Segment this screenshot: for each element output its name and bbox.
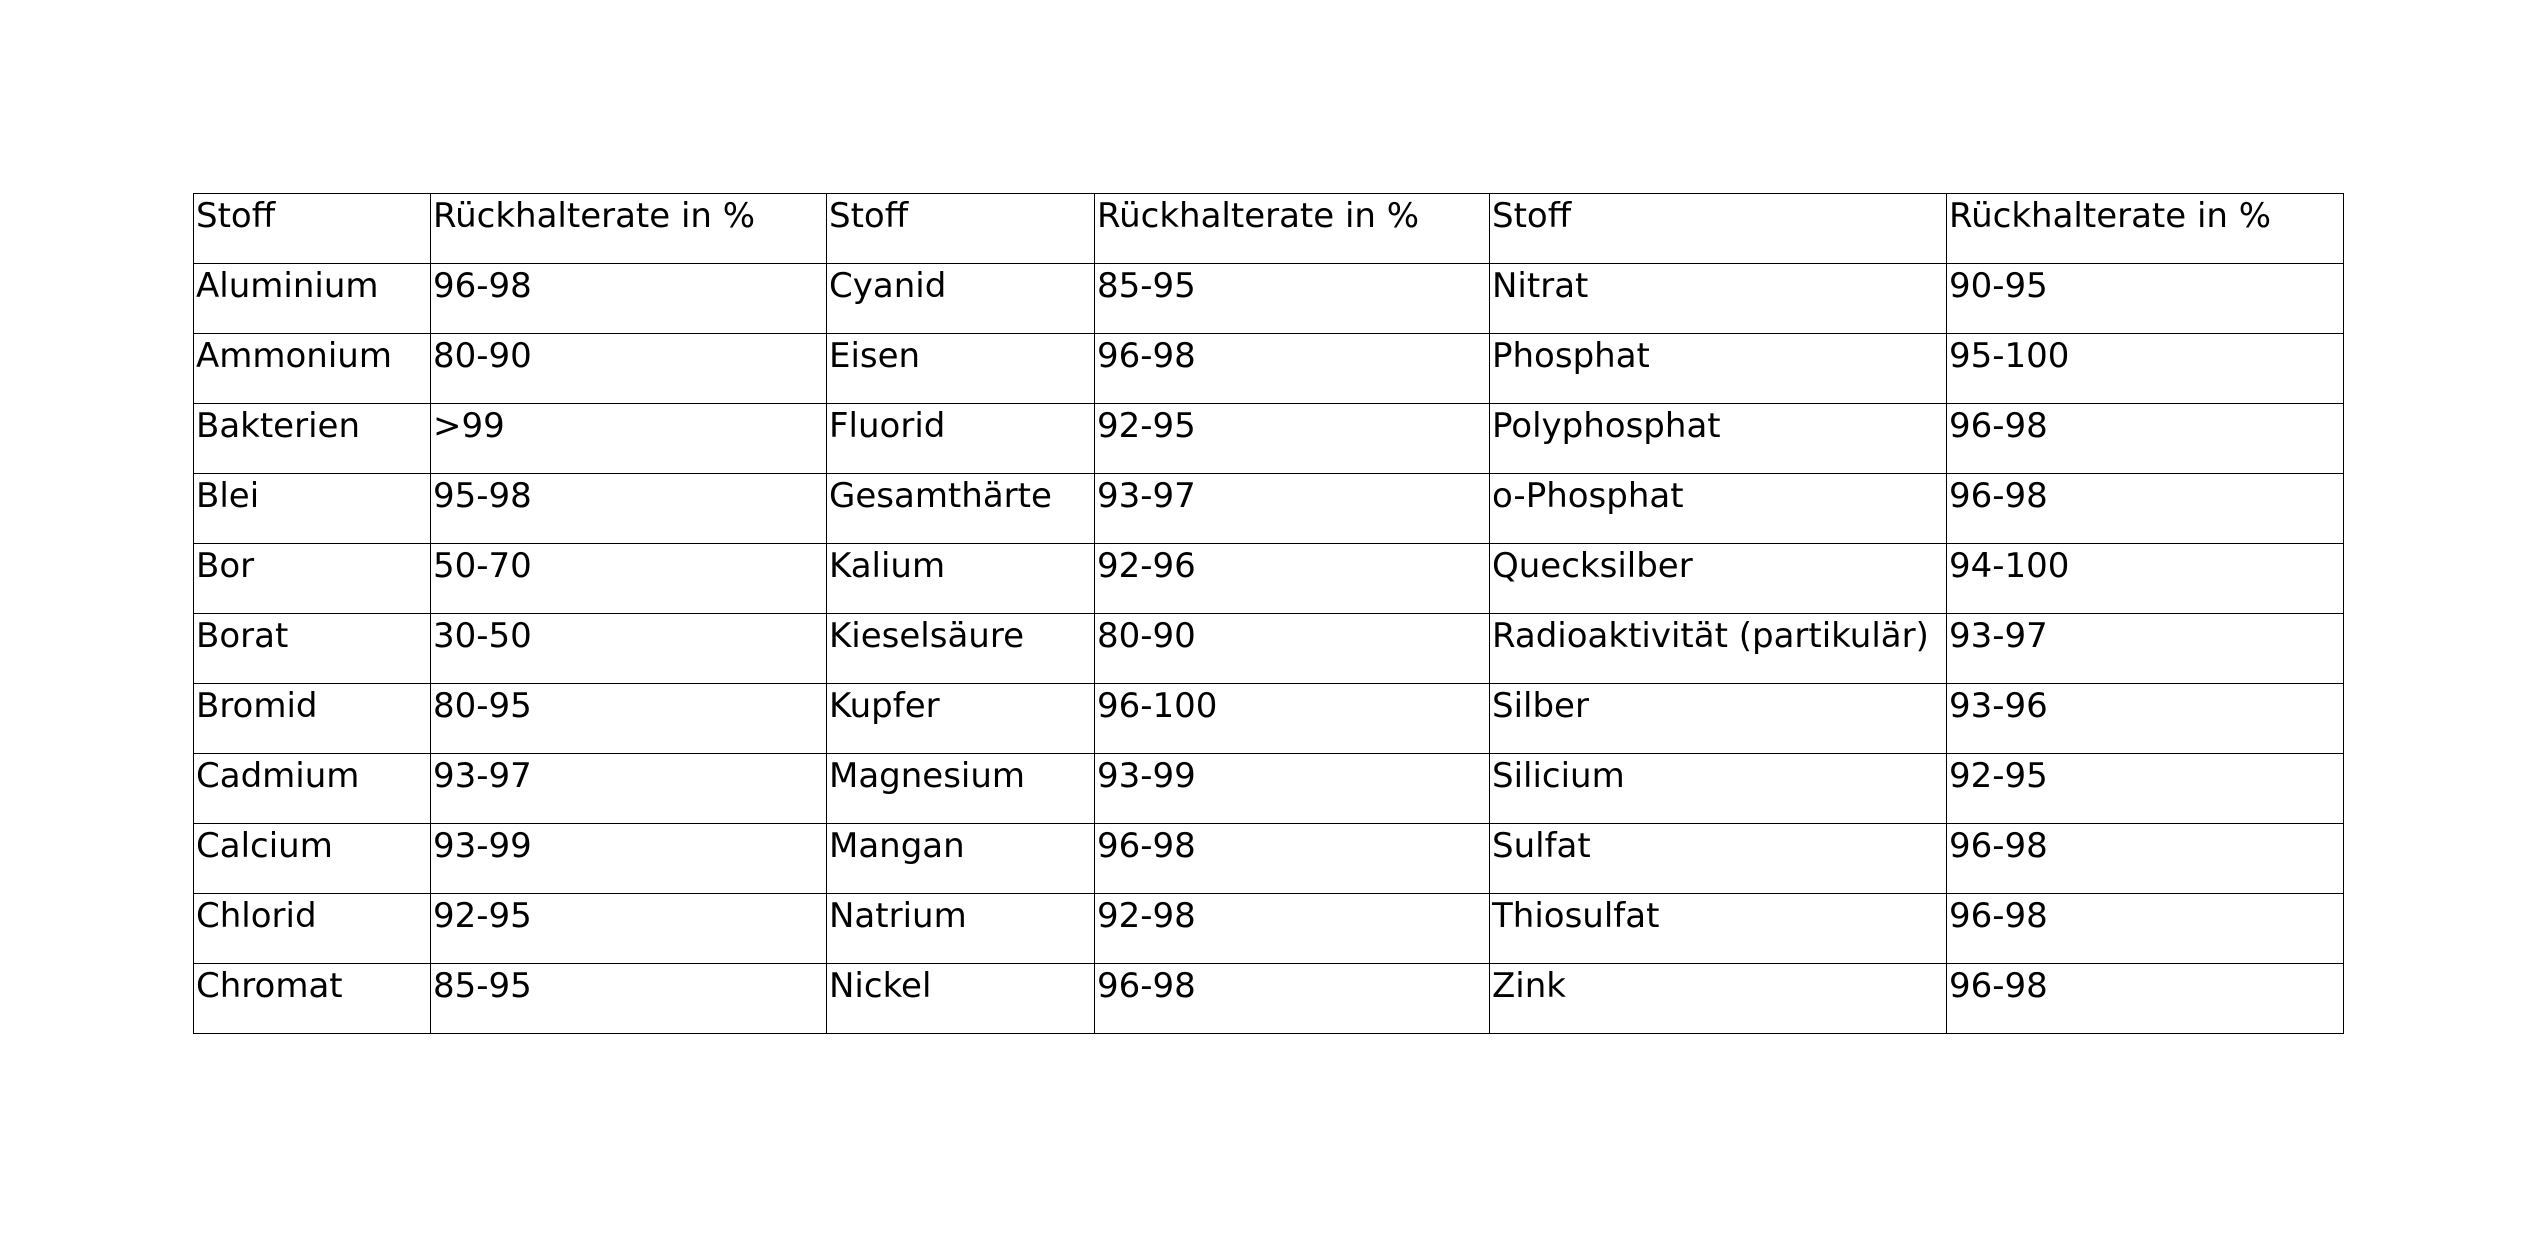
table-row <box>194 334 2344 404</box>
rate-cell: 96-98 <box>1947 964 2344 1034</box>
rate-cell: 93-97 <box>431 754 827 824</box>
rate-cell: 92-95 <box>1947 754 2344 824</box>
substance-cell: Bor <box>194 544 431 614</box>
substance-cell: Chlorid <box>194 894 431 964</box>
rate-cell: 96-98 <box>431 264 827 334</box>
substance-cell: Calcium <box>194 824 431 894</box>
rate-cell: 93-99 <box>1095 754 1490 824</box>
header-cell: Rückhalterate in % <box>1947 194 2344 264</box>
rate-cell: 95-98 <box>431 474 827 544</box>
rate-cell: 85-95 <box>1095 264 1490 334</box>
table-body <box>194 194 2344 1034</box>
rate-cell: 96-100 <box>1095 684 1490 754</box>
rate-cell: 96-98 <box>1947 404 2344 474</box>
substance-cell: Quecksilber <box>1490 544 1947 614</box>
rate-cell: 93-97 <box>1095 474 1490 544</box>
substance-cell: Ammonium <box>194 334 431 404</box>
rate-cell: 95-100 <box>1947 334 2344 404</box>
substance-cell: Nitrat <box>1490 264 1947 334</box>
table-row <box>194 964 2344 1034</box>
substance-cell: Borat <box>194 614 431 684</box>
substance-cell: Bakterien <box>194 404 431 474</box>
substance-cell: Fluorid <box>827 404 1095 474</box>
header-cell: Stoff <box>827 194 1095 264</box>
substance-cell: Kupfer <box>827 684 1095 754</box>
header-cell: Rückhalterate in % <box>1095 194 1490 264</box>
header-cell: Stoff <box>1490 194 1947 264</box>
table-row <box>194 824 2344 894</box>
rate-cell: 96-98 <box>1947 894 2344 964</box>
rate-cell: 93-99 <box>431 824 827 894</box>
rate-cell: 90-95 <box>1947 264 2344 334</box>
substance-cell: Sulfat <box>1490 824 1947 894</box>
substance-cell: Zink <box>1490 964 1947 1034</box>
rate-cell: 92-95 <box>431 894 827 964</box>
substance-cell: Eisen <box>827 334 1095 404</box>
rate-cell: 96-98 <box>1095 824 1490 894</box>
substance-cell: Silber <box>1490 684 1947 754</box>
substance-cell: Natrium <box>827 894 1095 964</box>
substance-cell: Nickel <box>827 964 1095 1034</box>
substance-cell: Chromat <box>194 964 431 1034</box>
rate-cell: 96-98 <box>1095 334 1490 404</box>
rate-cell: 94-100 <box>1947 544 2344 614</box>
substance-cell: Cyanid <box>827 264 1095 334</box>
substance-cell: Radioaktivität (partikulär) <box>1490 614 1947 684</box>
substance-cell: Blei <box>194 474 431 544</box>
rate-cell: 80-95 <box>431 684 827 754</box>
header-cell: Stoff <box>194 194 431 264</box>
substance-cell: Gesamthärte <box>827 474 1095 544</box>
rate-cell: 92-98 <box>1095 894 1490 964</box>
substance-cell: Aluminium <box>194 264 431 334</box>
table-row <box>194 894 2344 964</box>
substance-cell: Kieselsäure <box>827 614 1095 684</box>
rate-cell: 92-95 <box>1095 404 1490 474</box>
rate-cell: 50-70 <box>431 544 827 614</box>
rate-cell: 80-90 <box>431 334 827 404</box>
rate-cell: 80-90 <box>1095 614 1490 684</box>
rate-cell: 96-98 <box>1947 474 2344 544</box>
retention-rate-table <box>193 193 2344 1034</box>
substance-cell: Thiosulfat <box>1490 894 1947 964</box>
substance-cell: Phosphat <box>1490 334 1947 404</box>
table-header-row <box>194 194 2344 264</box>
rate-cell: 30-50 <box>431 614 827 684</box>
substance-cell: Kalium <box>827 544 1095 614</box>
rate-cell: 93-96 <box>1947 684 2344 754</box>
table-row <box>194 614 2344 684</box>
rate-cell: 93-97 <box>1947 614 2344 684</box>
table-row <box>194 754 2344 824</box>
rate-cell: 92-96 <box>1095 544 1490 614</box>
substance-cell: Cadmium <box>194 754 431 824</box>
substance-cell: Mangan <box>827 824 1095 894</box>
rate-cell: >99 <box>431 404 827 474</box>
substance-cell: Silicium <box>1490 754 1947 824</box>
rate-cell: 85-95 <box>431 964 827 1034</box>
table-row <box>194 404 2344 474</box>
substance-cell: Magnesium <box>827 754 1095 824</box>
table-row <box>194 264 2344 334</box>
header-cell: Rückhalterate in % <box>431 194 827 264</box>
table-row <box>194 474 2344 544</box>
rate-cell: 96-98 <box>1947 824 2344 894</box>
table-row <box>194 544 2344 614</box>
substance-cell: o-Phosphat <box>1490 474 1947 544</box>
rate-cell: 96-98 <box>1095 964 1490 1034</box>
substance-cell: Bromid <box>194 684 431 754</box>
substance-cell: Polyphosphat <box>1490 404 1947 474</box>
table-row <box>194 684 2344 754</box>
